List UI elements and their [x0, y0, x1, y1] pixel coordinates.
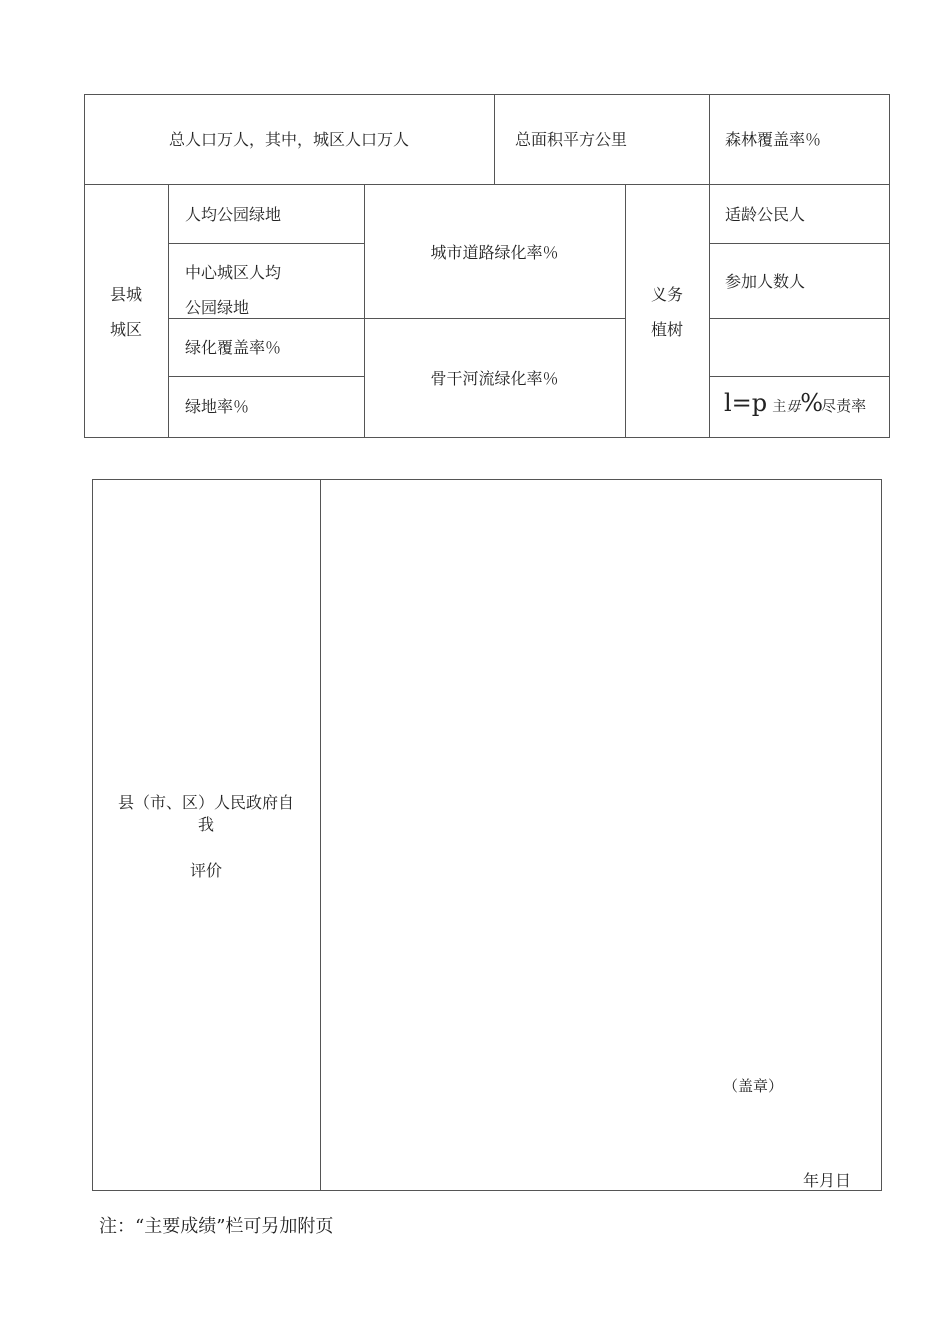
table2-border-bottom — [92, 1190, 882, 1191]
central-park-green-line2: 公园绿地 — [185, 298, 250, 317]
total-area-cell: 总面积平方公里 — [515, 130, 628, 149]
table1-divider — [168, 376, 365, 377]
population-cell: 总人口万人，其中，城区人口万人 — [168, 130, 409, 149]
river-greening-rate-cell: 骨干河流绿化率％ — [430, 369, 559, 388]
self-evaluation-label-line2: 我 — [197, 815, 214, 834]
forest-coverage-cell: 森林覆盖率％ — [725, 130, 822, 149]
footnote: 注：“主要成绩”栏可另加附页 — [99, 1216, 334, 1237]
green-coverage-rate-cell: 绿化覆盖率％ — [185, 338, 282, 357]
table2-divider — [320, 479, 321, 1191]
voluntary-planting-line2: 植树 — [650, 320, 683, 339]
rate-suffix: 尽责率 — [821, 397, 867, 415]
table1-divider — [709, 243, 890, 244]
table1-divider — [709, 94, 710, 438]
table1-border-right — [889, 94, 890, 438]
table1-border-top — [84, 94, 890, 95]
rate-percent: % — [800, 389, 822, 417]
rate-small-2: 毋 — [786, 399, 801, 415]
rate-small-1: 主 — [772, 399, 787, 415]
table1-divider — [494, 94, 495, 185]
table1-divider — [625, 184, 626, 438]
self-evaluation-label-line1: 县（市、区）人民政府自 — [117, 793, 294, 812]
rate-prefix: l=p — [724, 389, 768, 417]
participants-cell: 参加人数人 — [725, 272, 806, 291]
table1-row-divider — [84, 184, 890, 185]
county-area-label-line1: 县城 — [109, 285, 142, 304]
park-green-per-capita-cell: 人均公园绿地 — [185, 205, 282, 224]
table1-divider — [168, 243, 365, 244]
green-land-rate-cell: 绿地率％ — [185, 397, 250, 416]
table1-divider — [709, 376, 890, 377]
table1-divider — [709, 318, 890, 319]
road-greening-rate-cell: 城市道路绿化率％ — [430, 243, 559, 262]
self-evaluation-label-line3: 评价 — [189, 861, 222, 880]
table2-border-top — [92, 479, 882, 480]
table2-border-right — [881, 479, 882, 1191]
voluntary-planting-line1: 义务 — [650, 285, 683, 304]
central-park-green-line1: 中心城区人均 — [185, 263, 282, 282]
responsibility-rate-cell — [724, 388, 866, 422]
eligible-citizens-cell: 适龄公民人 — [725, 205, 806, 224]
date-label: 年月日 — [803, 1171, 852, 1190]
table1-border-bottom — [84, 437, 890, 438]
table1-divider — [168, 184, 169, 438]
seal-label: （盖章） — [723, 1077, 784, 1095]
table1-divider — [364, 184, 365, 438]
county-area-label-line2: 城区 — [109, 320, 142, 339]
